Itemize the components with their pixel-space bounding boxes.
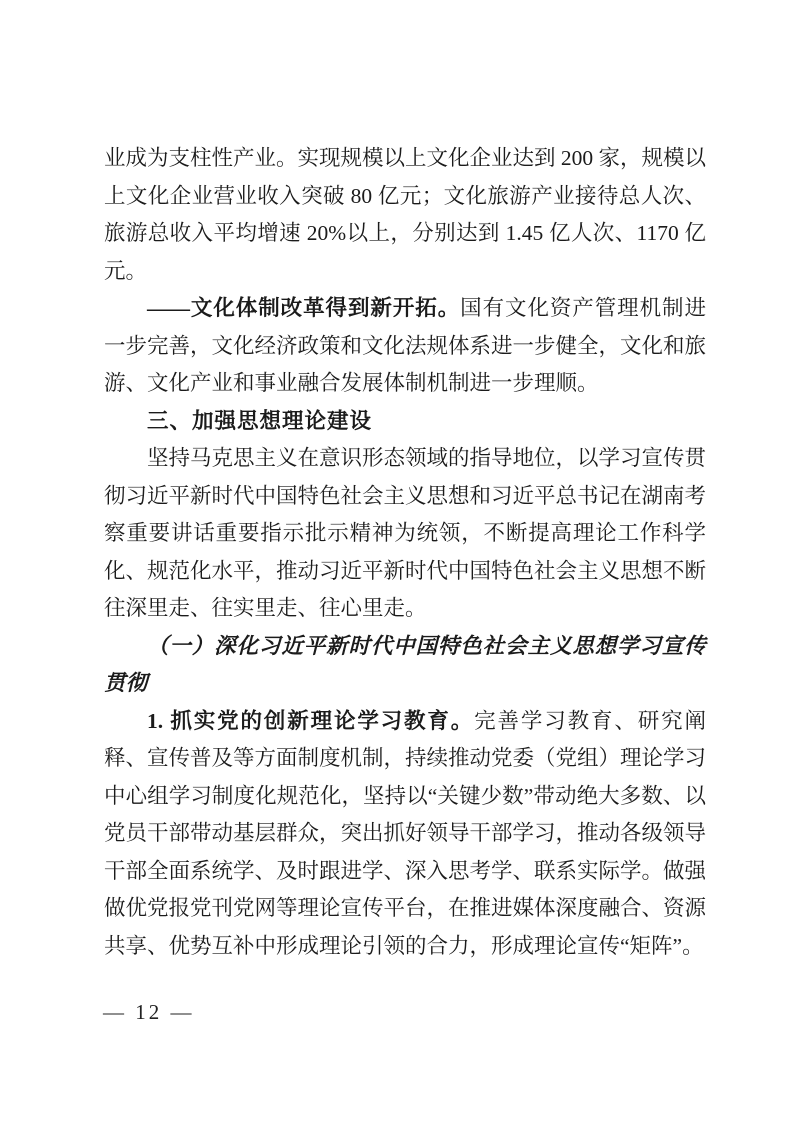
text-run-regular: 完善学习教育、研究阐释、宣传普及等方面制度机制，持续推动党委（党组）理论学习中心组学习制度化规范化，坚持以“关键少数”带动绝大多数、以党员干部带动基层群众，突出抓好领导干部学习，推动各级领导干部全面系统学、及时跟进学、深入思考学、联系实际学。做强做优党报党刊党网等理论宣传平台，在推进媒体深度融合、资源共享、优势互补中形成理论引领的合力，形成理论宣传“矩阵”。 [104, 708, 707, 958]
text-run-heading: 三、加强思想理论建设 [147, 408, 373, 433]
heading-section-three [104, 403, 706, 441]
text-run-bold: ——文化体制改革得到新开拓。 [147, 296, 461, 320]
text-run-regular: 国有文化资产管理机制进一步完善，文化经济政策和文化法规体系进一步健全，文化和旅游、文化产业和事业融合发展体制机制进一步理顺。 [104, 296, 707, 395]
text-run-bold: 1. 抓实党的创新理论学习教育。 [147, 708, 475, 733]
text-run-regular: 坚持马克思主义在意识形态领域的指导地位，以学习宣传贯彻习近平新时代中国特色社会主义思想和习近平总书记在湖南考察重要讲话重要指示批示精神为统领，不断提高理论工作科学化、规范化水平，推动习近平新时代中国特色社会主义思想不断往深里走、往实里走、往心里走。 [104, 446, 707, 620]
para-marxism-guidance [104, 440, 706, 628]
para-theory-learning-education [104, 703, 706, 966]
document-body [104, 140, 706, 965]
heading-subsection-one [104, 628, 706, 703]
para-culture-industry-stats [104, 140, 706, 290]
para-culture-system-reform [104, 290, 706, 403]
text-run-kaiti-bold: （一）深化习近平新时代中国特色社会主义思想学习宣传贯彻 [104, 633, 706, 695]
page-number: — 12 — [103, 1000, 195, 1024]
text-run-regular: 业成为支柱性产业。实现规模以上文化企业达到 200 家，规模以上文化企业营业收入突破 80 亿元；文化旅游产业接待总人次、旅游总收入平均增速 20%以上，分别达到 1.45 亿人次、1170 亿元。 [104, 146, 707, 283]
